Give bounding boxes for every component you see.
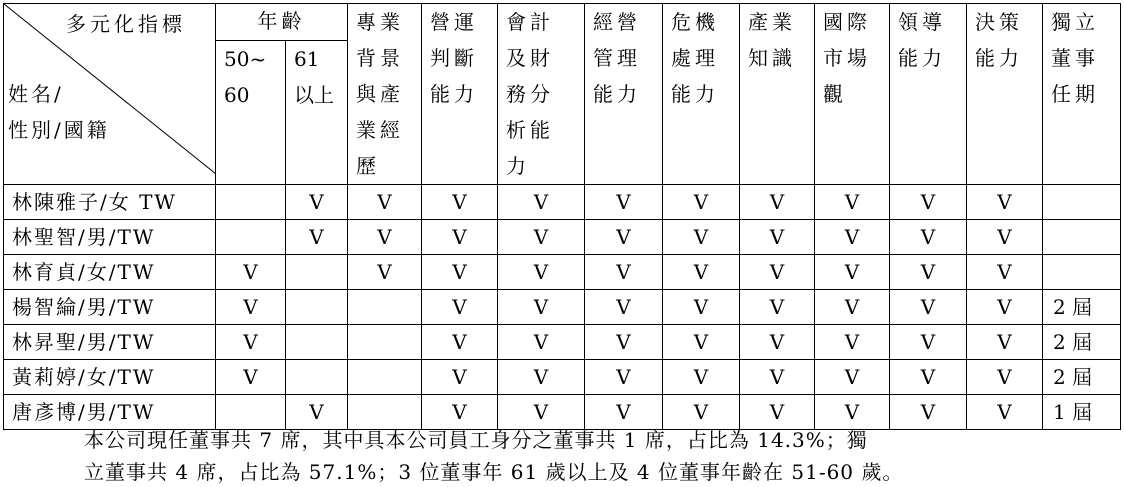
check-cell: V	[815, 395, 890, 430]
gender-nationality-label: 性別/國籍	[8, 118, 110, 142]
check-cell: V	[216, 290, 286, 325]
check-cell: V	[815, 290, 890, 325]
check-cell: V	[890, 220, 967, 255]
check-cell: V	[815, 220, 890, 255]
check-cell: V	[585, 395, 663, 430]
check-cell: V	[740, 255, 815, 290]
check-cell: V	[348, 255, 422, 290]
check-cell: V	[498, 325, 585, 360]
check-cell	[348, 360, 422, 395]
check-cell: V	[967, 360, 1043, 395]
director-name-cell: 黃莉婷/女/TW	[4, 360, 216, 395]
check-cell: V	[890, 395, 967, 430]
check-cell: V	[498, 360, 585, 395]
col-header-independent-director-term: 獨立 董事 任期	[1043, 4, 1121, 185]
check-cell: V	[815, 185, 890, 220]
age-61-plus-header: 61 以上	[286, 41, 348, 185]
check-cell: V	[286, 220, 348, 255]
check-cell: V	[967, 185, 1043, 220]
check-cell: V	[890, 255, 967, 290]
term-cell	[1043, 185, 1121, 220]
check-cell: V	[216, 360, 286, 395]
check-cell: V	[585, 185, 663, 220]
check-cell	[286, 360, 348, 395]
table-row	[4, 255, 1121, 290]
check-cell: V	[815, 325, 890, 360]
check-cell: V	[663, 220, 740, 255]
col-header-leadership: 領導 能力	[890, 4, 967, 185]
col-header-business-management: 經營 管理 能力	[585, 4, 663, 185]
table-row	[4, 185, 1121, 220]
check-cell: V	[967, 395, 1043, 430]
check-cell: V	[348, 185, 422, 220]
check-cell: V	[740, 360, 815, 395]
check-cell: V	[585, 325, 663, 360]
check-cell: V	[498, 185, 585, 220]
col-header-accounting-finance: 會計 及財 務分 析能 力	[498, 4, 585, 185]
col-header-decision-making: 決策 能力	[967, 4, 1043, 185]
table-row	[4, 360, 1121, 395]
board-diversity-table	[3, 3, 1121, 430]
check-cell: V	[740, 220, 815, 255]
age-50-60-header: 50~ 60	[216, 41, 286, 185]
check-cell: V	[286, 185, 348, 220]
term-cell	[1043, 220, 1121, 255]
director-name-cell: 林陳雅子/女 TW	[4, 185, 216, 220]
name-label: 姓名/	[8, 82, 64, 106]
check-cell: V	[422, 185, 498, 220]
check-cell: V	[740, 325, 815, 360]
check-cell: V	[286, 395, 348, 430]
director-name-cell: 唐彥博/男/TW	[4, 395, 216, 430]
check-cell: V	[585, 290, 663, 325]
check-cell: V	[663, 185, 740, 220]
check-cell: V	[216, 325, 286, 360]
table-row	[4, 325, 1121, 360]
check-cell: V	[890, 325, 967, 360]
check-cell: V	[967, 325, 1043, 360]
diversity-indicator-label: 多元化指標	[66, 12, 186, 36]
age-header: 年齡	[216, 4, 348, 41]
check-cell: V	[740, 185, 815, 220]
check-cell	[348, 290, 422, 325]
check-cell: V	[890, 360, 967, 395]
check-cell: V	[498, 290, 585, 325]
director-name-cell: 林昇聖/男/TW	[4, 325, 216, 360]
table-row	[4, 290, 1121, 325]
check-cell: V	[585, 360, 663, 395]
check-cell: V	[740, 290, 815, 325]
director-name-cell: 楊智綸/男/TW	[4, 290, 216, 325]
check-cell: V	[967, 255, 1043, 290]
col-header-operational-judgment: 營運 判斷 能力	[422, 4, 498, 185]
term-cell: 1 屆	[1043, 395, 1121, 430]
check-cell	[348, 325, 422, 360]
check-cell: V	[422, 290, 498, 325]
check-cell: V	[663, 395, 740, 430]
check-cell: V	[815, 360, 890, 395]
check-cell: V	[890, 290, 967, 325]
check-cell: V	[890, 185, 967, 220]
term-cell: 2 屆	[1043, 325, 1121, 360]
check-cell	[286, 255, 348, 290]
check-cell: V	[663, 290, 740, 325]
check-cell: V	[663, 325, 740, 360]
col-header-professional-background: 專業 背景 與產 業經 歷	[348, 4, 422, 185]
check-cell: V	[498, 220, 585, 255]
check-cell	[286, 325, 348, 360]
director-name-cell: 林育貞/女/TW	[4, 255, 216, 290]
check-cell: V	[422, 360, 498, 395]
check-cell: V	[422, 220, 498, 255]
check-cell: V	[585, 255, 663, 290]
table-body	[4, 185, 1121, 430]
check-cell: V	[422, 395, 498, 430]
table-row	[4, 220, 1121, 255]
check-cell: V	[967, 290, 1043, 325]
check-cell: V	[422, 255, 498, 290]
check-cell: V	[663, 360, 740, 395]
check-cell	[216, 220, 286, 255]
term-cell	[1043, 255, 1121, 290]
check-cell	[286, 290, 348, 325]
check-cell: V	[815, 255, 890, 290]
check-cell: V	[498, 395, 585, 430]
col-header-crisis-management: 危機 處理 能力	[663, 4, 740, 185]
check-cell: V	[740, 395, 815, 430]
check-cell: V	[216, 255, 286, 290]
director-name-cell: 林聖智/男/TW	[4, 220, 216, 255]
col-header-industry-knowledge: 產業 知識	[740, 4, 815, 185]
check-cell: V	[498, 255, 585, 290]
check-cell: V	[967, 220, 1043, 255]
check-cell: V	[348, 220, 422, 255]
col-header-international-market: 國際 市場 觀	[815, 4, 890, 185]
note-line-2: 立董事共 4 席，占比為 57.1%；3 位董事年 61 歲以上及 4 位董事年齡在 51-60 歲。	[84, 460, 904, 484]
diagonal-header-cell	[4, 4, 216, 185]
term-cell: 2 屆	[1043, 290, 1121, 325]
check-cell: V	[585, 220, 663, 255]
check-cell	[216, 185, 286, 220]
check-cell: V	[422, 325, 498, 360]
note-line-1: 本公司現任董事共 7 席，其中具本公司員工身分之董事共 1 席，占比為 14.3%；獨	[84, 428, 868, 452]
term-cell: 2 屆	[1043, 360, 1121, 395]
check-cell: V	[663, 255, 740, 290]
